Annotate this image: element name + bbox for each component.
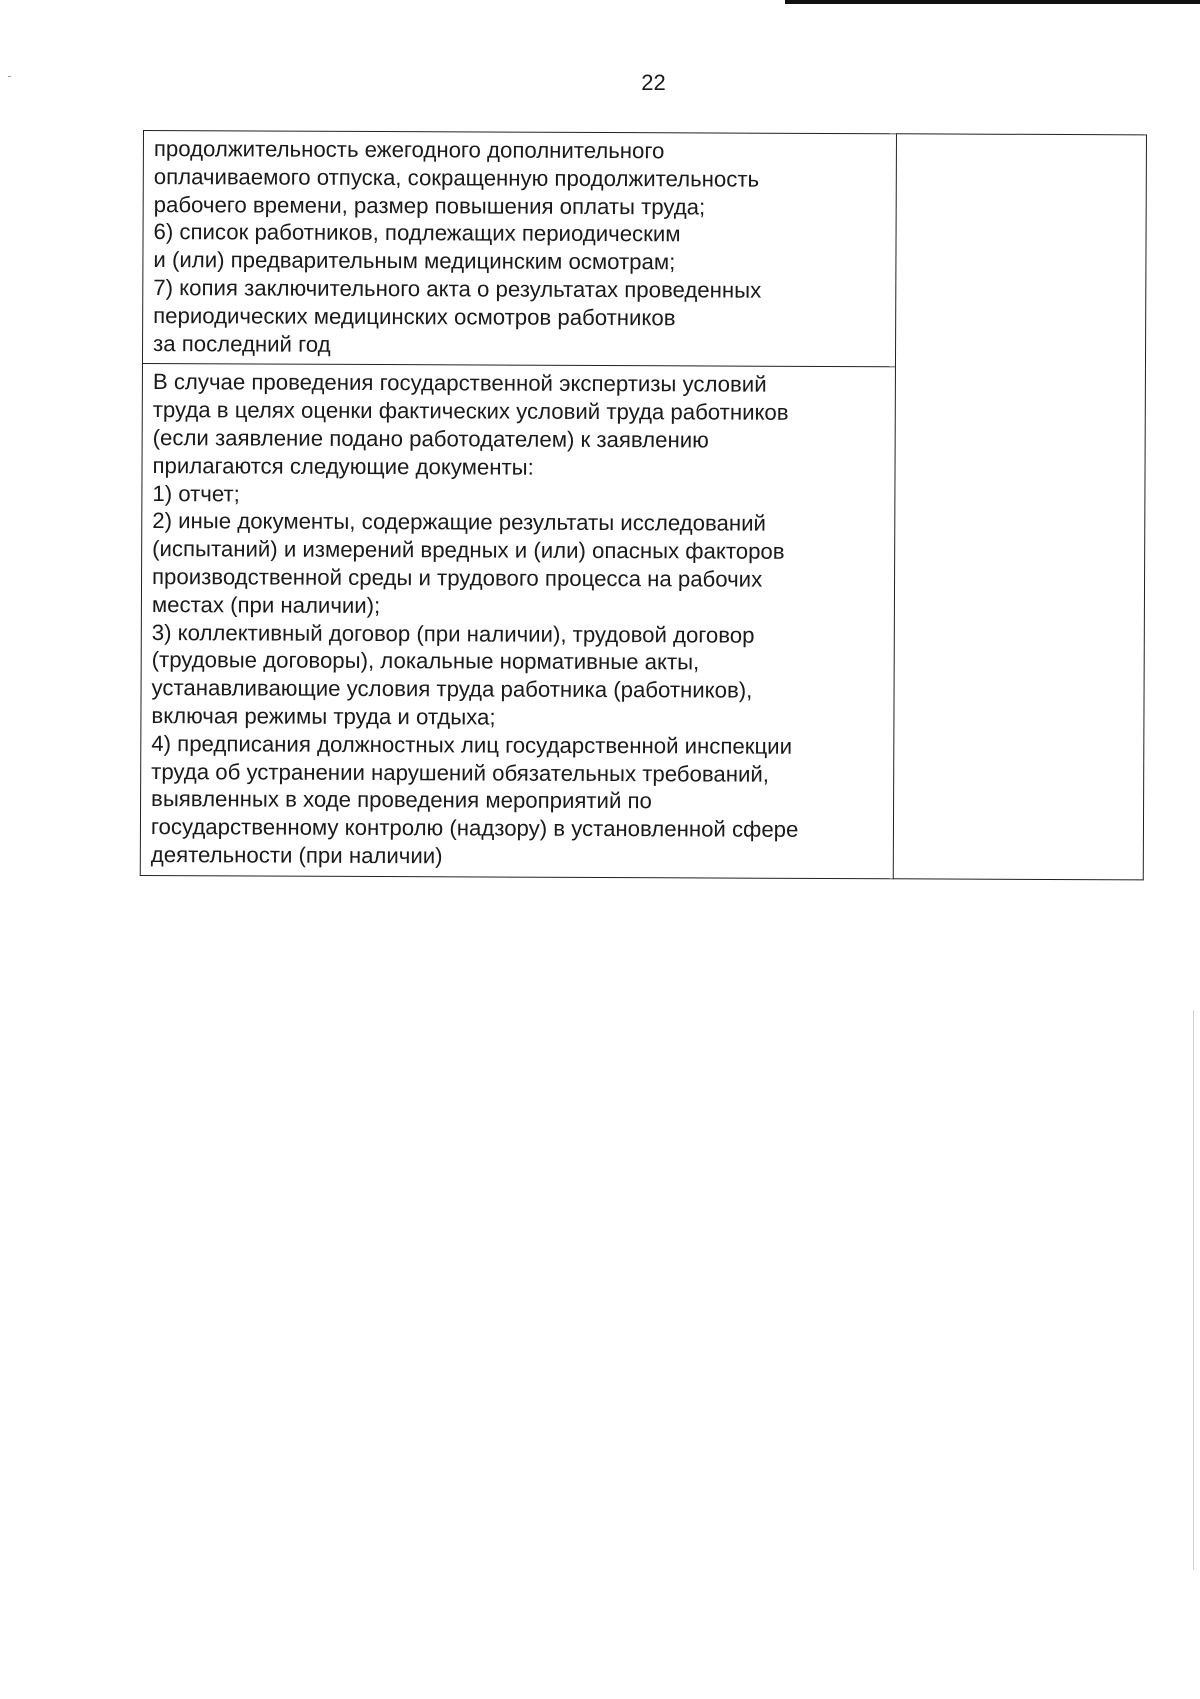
text-line: устанавливающие условия труда работника (работников), bbox=[151, 675, 753, 703]
text-line: труда в целях оценки фактических условий труда работников bbox=[152, 397, 789, 425]
text-line: за последний год bbox=[153, 330, 331, 357]
text-line: (испытаний) и измерений вредных и (или) опасных факторов bbox=[152, 536, 785, 564]
text-line: деятельности (при наличии) bbox=[150, 841, 443, 869]
text-line: (если заявление подано работодателем) к заявлению bbox=[152, 425, 709, 453]
text-line: производственной среды и трудового процесса на рабочих bbox=[151, 563, 763, 592]
table-cell-documents-continued bbox=[142, 131, 896, 368]
page-number: 22 bbox=[641, 70, 666, 95]
text-line: продолжительность ежегодного дополнительного bbox=[153, 136, 665, 164]
requirements-table bbox=[140, 130, 1147, 880]
text-line: включая режимы труда и отдыха; bbox=[151, 702, 496, 730]
text-line: рабочего времени, размер повышения оплаты труда; bbox=[153, 191, 706, 220]
text-line: 6) список работников, подлежащих периодическим bbox=[153, 219, 681, 247]
text-line: (трудовые договоры), локальные нормативные акты, bbox=[151, 647, 700, 675]
table-row bbox=[142, 131, 1146, 369]
table-cell-expertise-documents bbox=[140, 364, 895, 879]
text-line: местах (при наличии); bbox=[151, 591, 381, 618]
text-line: 4) предписания должностных лиц государственной инспекции bbox=[151, 730, 793, 759]
text-line: 3) коллективный договор (при наличии), трудовой договор bbox=[151, 619, 755, 648]
text-line: 7) копия заключительного акта о результатах проведенных bbox=[153, 275, 762, 303]
text-line: В случае проведения государственной экспертизы условий bbox=[152, 369, 767, 398]
scan-edge-right bbox=[1193, 1010, 1194, 1570]
text-line: государственному контролю (надзору) в установленной сфере bbox=[150, 814, 799, 842]
text-line: труда об устранении нарушений обязательных требований, bbox=[151, 758, 770, 787]
table-cell-empty bbox=[893, 134, 1147, 880]
text-line: выявленных в ходе проведения мероприятий по bbox=[151, 786, 652, 814]
text-line: прилагаются следующие документы: bbox=[152, 452, 534, 480]
text-line: периодических медицинских осмотров работников bbox=[153, 302, 676, 331]
scan-edge-top bbox=[785, 0, 1200, 4]
text-line: 2) иные документы, содержащие результаты исследований bbox=[152, 508, 766, 537]
text-line: оплачиваемого отпуска, сокращенную продолжительность bbox=[153, 163, 760, 192]
text-line: 1) отчет; bbox=[152, 480, 240, 506]
text-line: и (или) предварительным медицинским осмотрам; bbox=[153, 247, 676, 275]
